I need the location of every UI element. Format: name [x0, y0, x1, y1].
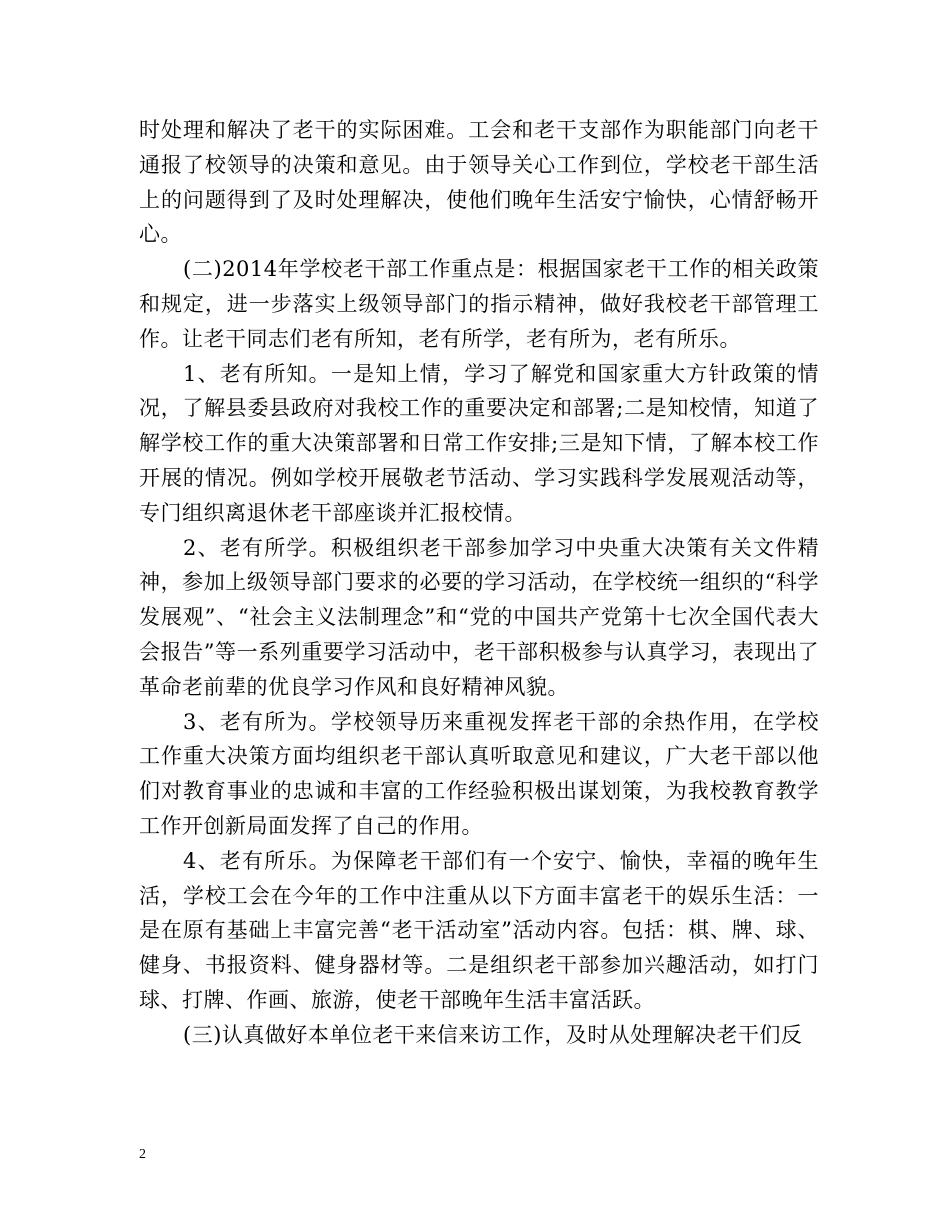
paragraph-section-2: (二)2014年学校老干部工作重点是：根据国家老干工作的相关政策和规定，进一步落实上级领导部门的指示精神，做好我校老干部管理工作。让老干同志们老有所知，老有所学，老有所为，老有所乐。	[139, 257, 819, 351]
page-number: 2	[139, 1147, 146, 1162]
paragraph-item-1: 1、老有所知。一是知上情，学习了解党和国家重大方针政策的情况，了解县委县政府对我校工作的重要决定和部署;二是知校情，知道了解学校工作的重大决策部署和日常工作安排;三是知下情，了解本校工作开展的情况。例如学校开展敬老节活动、学习实践科学发展观活动等，专门组织离退休老干部座谈并汇报校情。	[139, 361, 819, 525]
paragraph-section-3: (三)认真做好本单位老干来信来访工作，及时从处理解决老干们反	[183, 1022, 803, 1047]
paragraph-item-4: 4、老有所乐。为保障老干部们有一个安宁、愉快，幸福的晚年生活，学校工会在今年的工作中注重从以下方面丰富老干的娱乐生活：一是在原有基础上丰富完善“老干活动室”活动内容。包括：棋、牌、球、健身、书报资料、健身器材等。二是组织老干部参加兴趣活动，如打门球、打牌、作画、旅游，使老干部晚年生活丰富活跃。	[139, 848, 819, 1012]
body-text	[139, 113, 819, 1053]
paragraph-item-3: 3、老有所为。学校领导历来重视发挥老干部的余热作用，在学校工作重大决策方面均组织老干部认真听取意见和建议，广大老干部以他们对教育事业的忠诚和丰富的工作经验积极出谋划策，为我校教育教学工作开创新局面发挥了自己的作用。	[139, 709, 819, 838]
paragraph-item-2: 2、老有所学。积极组织老干部参加学习中央重大决策有关文件精神，参加上级领导部门要求的必要的学习活动，在学校统一组织的“科学发展观”、“社会主义法制理念”和“党的中国共产党第十七次全国代表大会报告”等一系列重要学习活动中，老干部积极参与认真学习，表现出了革命老前辈的优良学习作风和良好精神风貌。	[139, 535, 819, 699]
paragraph-continuation: 时处理和解决了老干的实际困难。工会和老干支部作为职能部门向老干通报了校领导的决策和意见。由于领导关心工作到位，学校老干部生活上的问题得到了及时处理解决，使他们晚年生活安宁愉快，心情舒畅开心。	[139, 118, 819, 247]
